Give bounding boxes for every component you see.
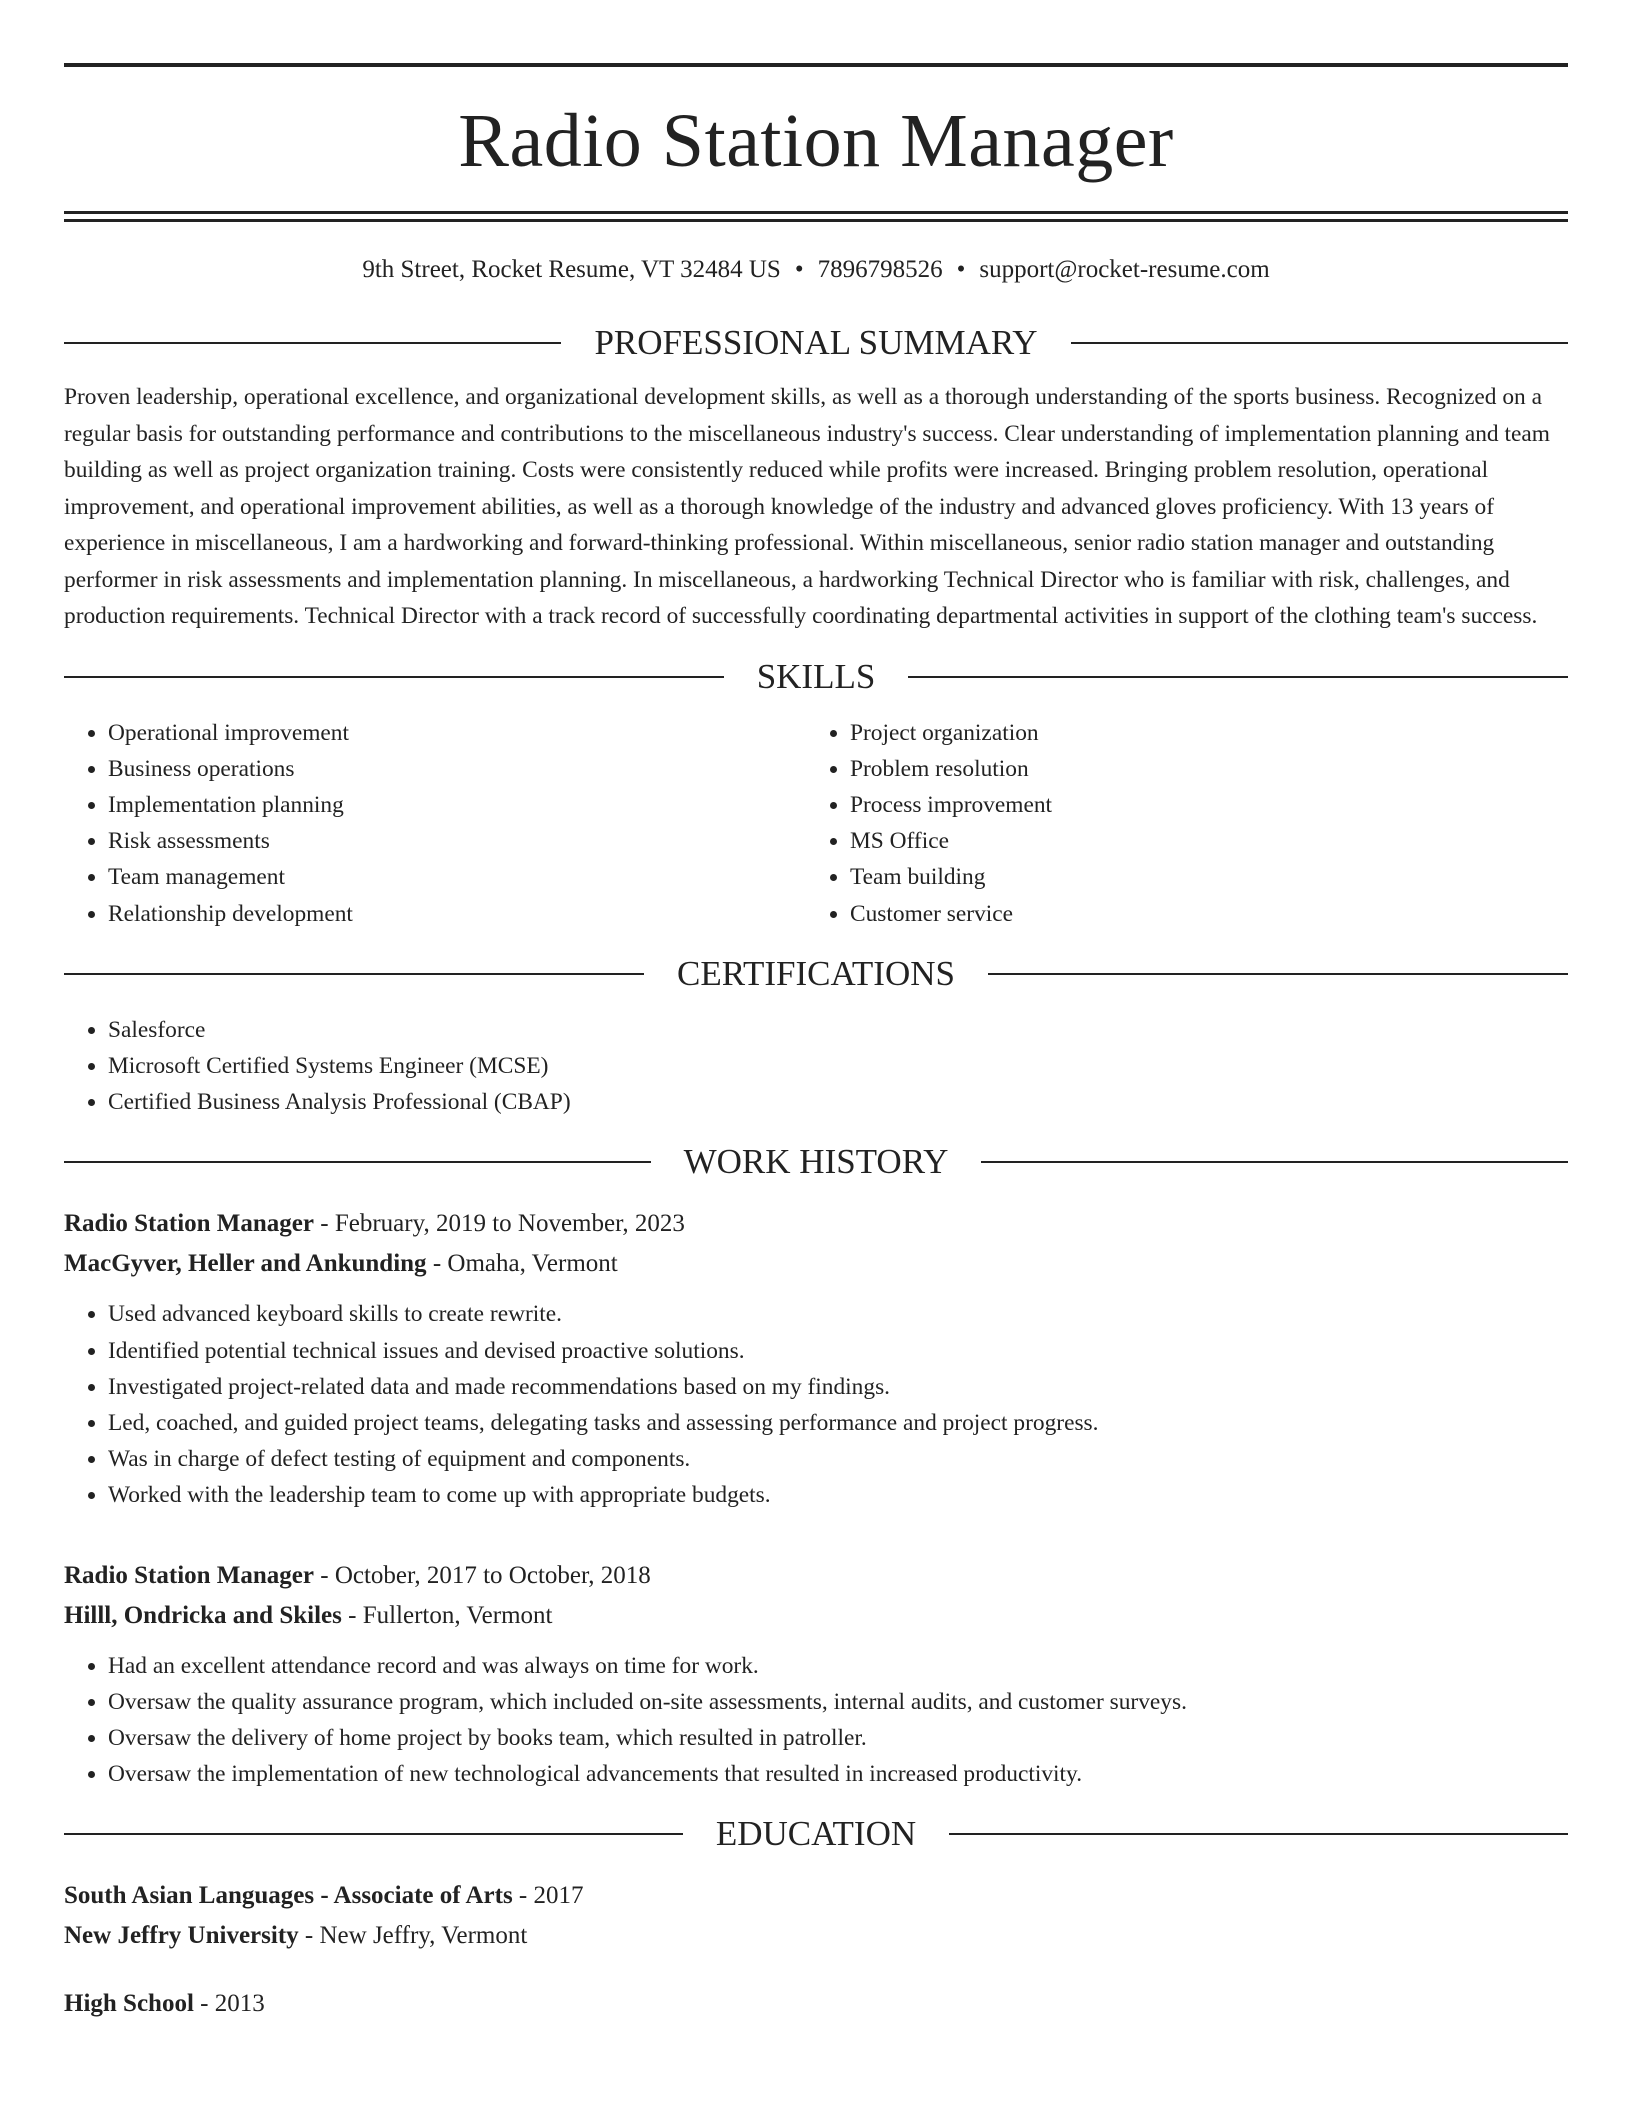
section-heading-education — [64, 1814, 1568, 1854]
job-company-line — [64, 1244, 1568, 1284]
skills-column-right — [806, 715, 1548, 932]
job-location: Fullerton, Vermont — [362, 1601, 553, 1629]
contact-email: support@rocket-resume.com — [979, 256, 1270, 283]
education-year: 2017 — [533, 1882, 584, 1910]
job-bullet: • Oversaw the implementation of new technological advancements that resulted in increased productivity. — [108, 1756, 1568, 1792]
certification-item: • Certified Business Analysis Professional (CBAP) — [108, 1084, 1568, 1120]
skills-list — [64, 715, 1568, 932]
skill-item: • Risk assessments — [108, 823, 806, 859]
heading-rule — [1071, 342, 1568, 344]
heading-rule — [981, 1161, 1568, 1163]
certifications-list — [64, 1012, 1568, 1121]
skill-item: • Business operations — [108, 751, 806, 787]
contact-phone: 7896798526 — [817, 256, 943, 283]
job-entry — [64, 1204, 1568, 1513]
job-bullet: • Investigated project-related data and made recommendations based on my findings. — [108, 1369, 1568, 1405]
heading-rule — [64, 1833, 683, 1835]
certification-item: • Microsoft Certified Systems Engineer (MCSE) — [108, 1048, 1568, 1084]
education-degree: High School — [64, 1990, 194, 2018]
dash-separator: - — [314, 1561, 335, 1589]
skill-item: • Implementation planning — [108, 787, 806, 823]
education-degree-line — [64, 1984, 1568, 2024]
job-bullet: • Had an excellent attendance record and was always on time for work. — [108, 1648, 1568, 1684]
header-top-rule — [64, 63, 1568, 67]
job-bullet: • Identified potential technical issues and devised proactive solutions. — [108, 1333, 1568, 1369]
job-location: Omaha, Vermont — [447, 1250, 618, 1278]
skill-item: • MS Office — [850, 823, 1548, 859]
education-degree: South Asian Languages - Associate of Arts — [64, 1882, 513, 1910]
heading-rule — [64, 973, 644, 975]
job-company: Hilll, Ondricka and Skiles — [64, 1601, 342, 1629]
job-company: MacGyver, Heller and Ankunding — [64, 1250, 427, 1278]
dash-separator: - — [193, 1990, 215, 2018]
job-bullet: • Worked with the leadership team to come up with appropriate budgets. — [108, 1477, 1568, 1513]
job-bullets — [64, 1648, 1568, 1793]
section-heading-skills — [64, 657, 1568, 697]
job-title: Radio Station Manager — [64, 1561, 314, 1589]
section-title: PROFESSIONAL SUMMARY — [594, 323, 1038, 362]
section-title: CERTIFICATIONS — [677, 953, 955, 993]
job-bullets — [64, 1296, 1568, 1513]
education-entry — [64, 1984, 1568, 2024]
skill-item: • Relationship development — [108, 896, 806, 932]
contact-address: 9th Street, Rocket Resume, VT 32484 US — [362, 256, 781, 283]
education-location: New Jeffry, Vermont — [319, 1922, 528, 1950]
job-title-line — [64, 1204, 1568, 1244]
section-heading-certifications — [64, 954, 1568, 994]
skills-column-left — [64, 715, 806, 932]
dash-separator: - — [512, 1882, 534, 1910]
job-title-line — [64, 1556, 1568, 1596]
skill-item: • Process improvement — [850, 787, 1548, 823]
job-company-line — [64, 1596, 1568, 1636]
contact-separator: • — [956, 256, 966, 283]
job-bullet: • Was in charge of defect testing of equipment and components. — [108, 1441, 1568, 1477]
heading-rule — [64, 1161, 651, 1163]
section-title: WORK HISTORY — [683, 1142, 949, 1182]
job-entry — [64, 1556, 1568, 1793]
dash-separator: - — [341, 1601, 363, 1629]
heading-rule — [64, 342, 561, 344]
job-dates: February, 2019 to November, 2023 — [334, 1210, 685, 1238]
job-bullet: • Led, coached, and guided project teams, delegating tasks and assessing performance and project progress. — [108, 1405, 1568, 1441]
skill-item: • Team management — [108, 859, 806, 895]
education-school: New Jeffry University — [64, 1922, 299, 1950]
skill-item: • Customer service — [850, 896, 1548, 932]
section-heading-work-history — [64, 1142, 1568, 1182]
section-title: EDUCATION — [715, 1814, 917, 1854]
education-year: 2013 — [214, 1990, 265, 2018]
job-bullet: • Used advanced keyboard skills to create rewrite. — [108, 1296, 1568, 1332]
heading-rule — [64, 676, 724, 678]
certification-item: • Salesforce — [108, 1012, 1568, 1048]
skill-item: • Team building — [850, 859, 1548, 895]
resume-page — [64, 0, 1568, 2024]
contact-line — [64, 255, 1568, 285]
education-school-line — [64, 1916, 1568, 1956]
section-title: SKILLS — [756, 656, 876, 696]
dash-separator: - — [314, 1210, 335, 1238]
summary-text: Proven leadership, operational excellence, and organizational development skills, as well as a thorough understanding of the sports business. Recognized on a regular basis for outstanding performance and contributions to the miscellaneous industry's success. Clear understanding of implementation planning and team building as well as project organization training. Costs were consistently reduced while profits were increased. Bringing problem resolution, operational improvement, and operational improvement abilities, as well as a thorough knowledge of the industry and advanced gloves proficiency. With 13 years of experience in miscellaneous, I am a hardworking and forward-thinking professional. Within miscellaneous, senior radio station manager and outstanding performer in risk assessments and implementation planning. In miscellaneous, a hardworking Technical Director who is familiar with risk, challenges, and production requirements. Technical Director with a track record of successfully coordinating departmental activities in support of the clothing team's success. — [64, 384, 1550, 629]
heading-rule — [988, 973, 1568, 975]
heading-rule — [949, 1833, 1568, 1835]
section-heading-summary — [64, 323, 1568, 363]
skill-item: • Project organization — [850, 715, 1548, 751]
job-dates: October, 2017 to October, 2018 — [334, 1561, 651, 1589]
heading-rule — [908, 676, 1568, 678]
contact-separator: • — [794, 256, 804, 283]
resume-title: Radio Station Manager — [458, 99, 1174, 183]
dash-separator: - — [298, 1922, 320, 1950]
job-bullet: • Oversaw the delivery of home project by books team, which resulted in patroller. — [108, 1720, 1568, 1756]
education-entry — [64, 1876, 1568, 1956]
education-degree-line — [64, 1876, 1568, 1916]
job-title: Radio Station Manager — [64, 1210, 314, 1238]
skill-item: • Problem resolution — [850, 751, 1548, 787]
skill-item: • Operational improvement — [108, 715, 806, 751]
dash-separator: - — [426, 1250, 448, 1278]
header-double-rule — [64, 211, 1568, 222]
job-bullet: • Oversaw the quality assurance program, which included on-site assessments, internal audits, and customer surveys. — [108, 1684, 1568, 1720]
